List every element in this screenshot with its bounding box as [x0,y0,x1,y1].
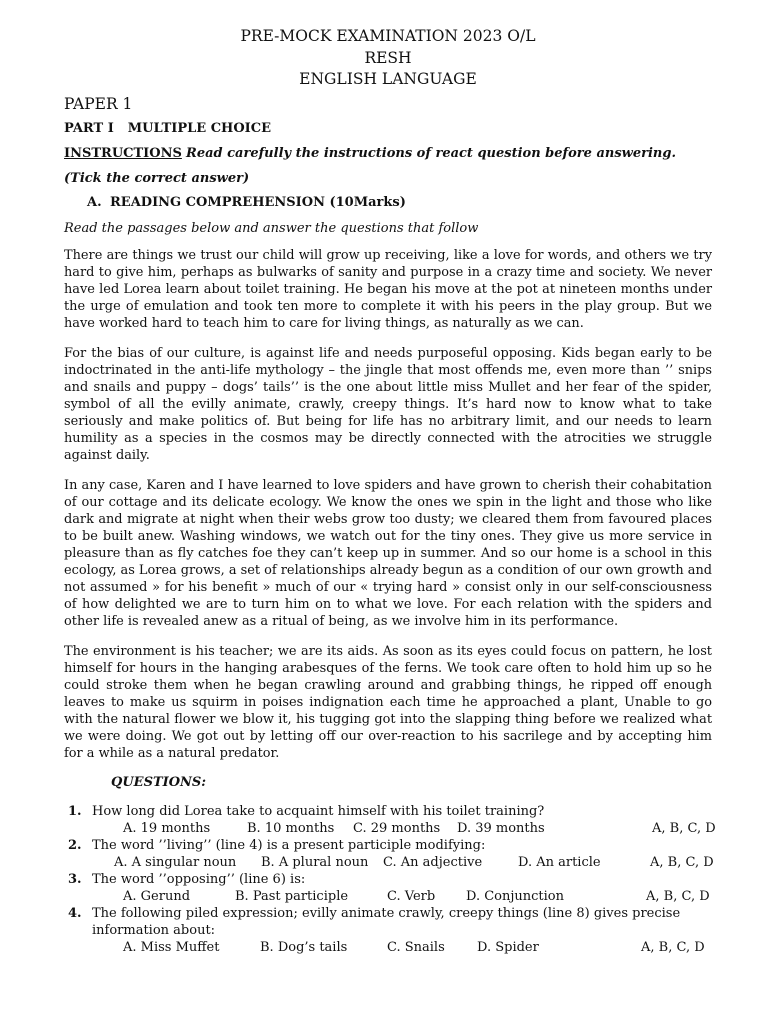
exam-page [64,26,716,956]
answer-key: A, B, C, D [641,940,705,956]
questions-heading: QUESTIONS: [111,775,207,791]
question-text: The word ’’living’’ (line 4) is a present participle modifying: [92,838,486,854]
question-item [64,871,712,905]
option-a[interactable]: A. A singular noun [114,855,237,871]
option-d[interactable]: D. Conjunction [466,889,565,905]
option-row [92,820,716,837]
option-b[interactable]: B. A plural noun [261,855,369,871]
question-text: How long did Lorea take to acquaint himself with his toilet training? [92,804,545,820]
option-c[interactable]: C. Verb [387,889,436,905]
section-letter: A. [87,194,102,210]
question-item [64,803,716,837]
exam-subject: ENGLISH LANGUAGE [299,70,477,88]
question-number: 2. [68,838,82,854]
paper-label: PAPER 1 [64,94,133,113]
option-c[interactable]: C. 29 months [353,821,441,837]
question-list [64,803,716,956]
option-b[interactable]: B. Dog’s tails [260,940,348,956]
section-heading [64,195,712,210]
instructions [64,146,712,161]
instructions-text: Read carefully the instructions of react question before answering. [186,145,676,161]
option-row [92,888,712,905]
passage-paragraph: For the bias of our culture, is against life and needs purposeful opposing. Kids began early to be indoctrinated in the anti-life mythology – the jingle that most offends me, even more than ’’ snips and snails and puppy – dogs’ tails’’ is the one about little miss Mullet and her fear of the spider, symbol of all the evilly animate, crawly, creepy things. It’s hard now to know what to take seriously and make politics of. But being for life has no arbitrary limit, and our needs to learn humility as a species in the cosmos may be directly connected with the atrocities we struggle against daily. [64,345,712,463]
option-b[interactable]: B. 10 months [247,821,335,837]
question-number: 4. [68,906,82,922]
option-a[interactable]: A. Miss Muffet [123,940,220,956]
question-text: The following piled expression; evilly animate crawly, creepy things (line 8) gives precise information about: [92,906,681,939]
option-a[interactable]: A. Gerund [123,889,191,905]
answer-key: A, B, C, D [650,855,714,871]
exam-title: PRE-MOCK EXAMINATION 2023 O/L [240,27,536,45]
part-title: MULTIPLE CHOICE [127,120,271,136]
answer-key: A, B, C, D [652,821,716,837]
option-c[interactable]: C. An adjective [383,855,483,871]
section-title: READING COMPREHENSION (10Marks) [110,194,406,210]
option-a[interactable]: A. 19 months [123,821,211,837]
option-d[interactable]: D. 39 months [457,821,545,837]
option-row [92,939,712,956]
option-d[interactable]: D. Spider [477,940,539,956]
option-b[interactable]: B. Past participle [235,889,349,905]
option-c[interactable]: C. Snails [387,940,445,956]
option-d[interactable]: D. An article [518,855,601,871]
question-number: 1. [68,804,82,820]
question-item [64,905,712,956]
question-text: The word ’’opposing’’ (line 6) is: [92,872,306,888]
tick-instruction: (Tick the correct answer) [64,170,250,186]
passage [64,247,712,763]
passage-paragraph: The environment is his teacher; we are its aids. As soon as its eyes could focus on pattern, he lost himself for hours in the hanging arabesques of the ferns. We took care often to hold him up so he could stroke them when he began crawling around and grabbing things, he ripped off enough leaves to make us squirm in poises indignation each time he approached a plant, Unable to go with the natural flower we blow it, his tugging got into the slapping thing before we realized what we were doing. We got out by letting off our over-reaction to his sacrilege and by accepting him for a while as a natural predator. [64,644,712,762]
part-label: PART I [64,120,114,136]
part-heading [64,121,712,136]
option-row [92,854,712,871]
read-instruction: Read the passages below and answer the questions that follow [64,220,479,236]
exam-header [64,26,712,91]
passage-paragraph: In any case, Karen and I have learned to love spiders and have grown to cherish their cohabitation of our cottage and its delicate ecology. We know the ones we spin in the light and those who like dark and migrate at night when their webs grow too dusty; we cleared them from favoured places to be built anew. Washing windows, we watch out for the tiny ones. They give us more service in pleasure than as fly catches foe they can’t keep up in summer. And so our home is a school in this ecology, as Lorea grows, a set of relationships already begun as a condition of our own growth and not assumed » for his benefit » much of our « trying hard » consist only in our self-consciousness of how delighted we are to turn him on to what we love. For each relation with the spiders and other life is revealed anew as a ritual of being, as we involve him in its performance. [64,477,712,630]
passage-paragraph: There are things we trust our child will grow up receiving, like a love for words, and others we try hard to give him, perhaps as bulwarks of sanity and purpose in a crazy time and society. We never have led Lorea learn about toilet training. He began his move at the pot at nineteen months under the urge of emulation and took ten more to complete it with his peers in the play group. But we have worked hard to teach him to care for living things, as naturally as we can. [64,247,712,331]
question-number: 3. [68,872,82,888]
question-item [64,837,712,871]
exam-school: RESH [364,48,412,67]
instructions-label: INSTRUCTIONS [64,145,182,161]
answer-key: A, B, C, D [646,889,710,905]
